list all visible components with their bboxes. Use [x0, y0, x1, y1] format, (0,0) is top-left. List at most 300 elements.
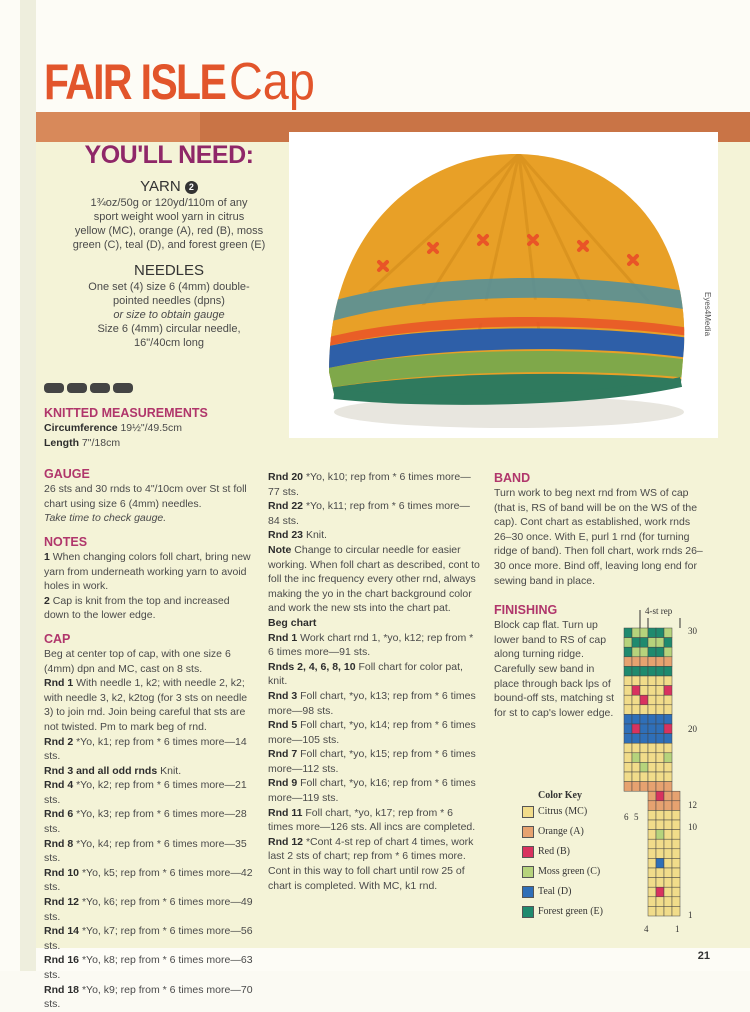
yarn-line: green (C), teal (D), and forest green (E) — [72, 239, 266, 251]
round — [268, 470, 480, 499]
chart-cell — [664, 810, 672, 820]
chart-cell — [656, 734, 664, 744]
chart-cell — [672, 791, 680, 801]
chart-cell — [656, 724, 664, 734]
round — [44, 895, 256, 924]
round-label: Rnd 18 — [44, 983, 80, 996]
chart-round — [268, 835, 480, 893]
round-text: *Yo, k6; rep from * 6 times more—49 sts. — [44, 896, 253, 923]
round-text: Foll chart, *yo, k16; rep from * 6 times more—119 sts. — [268, 777, 476, 805]
round-text: Knit. — [305, 529, 327, 542]
chart-cell — [664, 858, 672, 868]
color-swatch — [522, 886, 534, 898]
col-label-5: 5 — [634, 812, 639, 822]
chart-cell — [656, 657, 664, 667]
round-text: *Yo, k3; rep from * 6 times more—28 sts. — [44, 808, 247, 836]
cap-heading: CAP — [44, 631, 71, 646]
chart-cell — [640, 657, 648, 667]
chart-cell — [656, 887, 664, 897]
cap-intro: Beg at center top of cap, with one size 6 (4mm) dpn and MC, cast on 8 sts. — [44, 647, 231, 675]
color-swatch — [522, 826, 534, 838]
chart-cell — [632, 762, 640, 772]
chart-cell — [648, 743, 656, 753]
chart-cell — [656, 810, 664, 820]
chart-cell — [648, 906, 656, 916]
chart-cell — [672, 810, 680, 820]
round-label: Rnd 14 — [44, 925, 80, 938]
chart-cell — [648, 705, 656, 715]
chart-cell — [672, 887, 680, 897]
chart-cell — [624, 714, 632, 724]
round-label: Rnd 23 — [268, 529, 304, 542]
chart-cell — [640, 734, 648, 744]
row-label-12: 12 — [688, 800, 697, 810]
column-2 — [268, 470, 480, 893]
chart-cell — [672, 801, 680, 811]
length-line — [44, 436, 256, 451]
chart-cell — [664, 762, 672, 772]
round-1-text: With needle 1, k2; with needle 2, k2; with needle 3, k2, k2tog (for 3 sts on needle 3) to join rnd. Join being careful that sts are not twisted. Pm to mark beg of rnd. — [44, 677, 248, 733]
beg-chart-label: Beg chart — [268, 616, 317, 629]
chart-cell — [664, 734, 672, 744]
chart-cell — [624, 762, 632, 772]
note-2-number: 2 — [44, 594, 50, 607]
beg-chart-heading — [268, 616, 480, 631]
round-text: Foll chart for color pat, knit. — [268, 660, 463, 688]
chart-cell — [648, 734, 656, 744]
note-2-text: Cap is knit from the top and increased down to the lower edge. — [44, 594, 230, 622]
color-swatch — [522, 906, 534, 918]
chart-cell — [664, 638, 672, 648]
chart-cell — [632, 695, 640, 705]
round-note — [268, 543, 480, 616]
chart-cell — [648, 791, 656, 801]
color-key-item — [522, 885, 603, 905]
round-text: *Yo, k8; rep from * 6 times more—63 sts. — [44, 954, 253, 981]
skill-dot — [90, 383, 110, 393]
needles-line: pointed needles (dpns) — [113, 295, 225, 307]
skill-dot — [44, 383, 64, 393]
chart-cell — [624, 734, 632, 744]
chart-cell — [648, 753, 656, 763]
chart-round — [268, 689, 480, 718]
chart-round — [268, 718, 480, 747]
note-text: Change to circular needle for easier working. When foll chart as described, cont to foll the inc frequency every other rnd, always making the yo in the chart background color and work the new sts into the chart pat. — [268, 543, 480, 615]
chart-cell — [624, 743, 632, 753]
round — [44, 764, 256, 779]
chart-cell — [672, 839, 680, 849]
round-text: Work chart rnd 1, *yo, k12; rep from * 6 times more—91 sts. — [268, 631, 474, 659]
round-label: Rnd 20 — [268, 471, 304, 483]
chart-cell — [664, 801, 672, 811]
chart-cell — [640, 762, 648, 772]
chart-cell — [648, 657, 656, 667]
chart-cell — [648, 647, 656, 657]
chart-cell — [648, 801, 656, 811]
chart-cell — [656, 638, 664, 648]
chart-cell — [664, 887, 672, 897]
chart-cell — [648, 772, 656, 782]
length-label: Length — [44, 436, 79, 449]
col-label-1: 1 — [675, 924, 680, 934]
round-label: Rnd 11 — [268, 806, 303, 819]
chart-cell — [648, 666, 656, 676]
yarn-weight-icon: 2 — [185, 181, 198, 194]
chart-cell — [648, 897, 656, 907]
chart-cell — [624, 676, 632, 686]
round-text: Knit. — [160, 764, 182, 777]
round-text: Foll chart, *yo, k15; rep from * 6 times more—112 sts. — [268, 748, 476, 775]
chart-cell — [656, 628, 664, 638]
chart-cell — [656, 772, 664, 782]
chart-cell — [624, 724, 632, 734]
chart-cell — [640, 647, 648, 657]
chart-cell — [624, 647, 632, 657]
chart-cell — [656, 897, 664, 907]
chart-round — [268, 631, 480, 660]
chart-cell — [656, 676, 664, 686]
notes-heading: NOTES — [44, 534, 88, 549]
chart-cell — [632, 714, 640, 724]
colorwork-chart — [600, 600, 750, 940]
chart-cell — [648, 810, 656, 820]
chart-cell — [672, 830, 680, 840]
chart-cell — [648, 628, 656, 638]
color-key-item — [522, 865, 603, 885]
chart-cell — [648, 638, 656, 648]
round-label: Rnd 5 — [268, 719, 298, 732]
chart-cell — [640, 782, 648, 792]
measurements-heading: KNITTED MEASUREMENTS — [44, 406, 208, 420]
round-label: Rnd 12 — [268, 835, 304, 848]
chart-cell — [624, 638, 632, 648]
yarn-line: yellow (MC), orange (A), red (B), moss — [74, 225, 264, 237]
chart-cell — [656, 906, 664, 916]
color-key-title: Color Key — [538, 790, 582, 801]
chart-cell — [656, 695, 664, 705]
chart-cell — [648, 724, 656, 734]
chart-cell — [664, 714, 672, 724]
cap-illustration — [289, 132, 718, 438]
note-2 — [44, 594, 256, 623]
round-label: Rnd 3 and all odd rnds — [44, 764, 158, 777]
round — [268, 528, 480, 543]
chart-cell — [624, 695, 632, 705]
chart-cell — [672, 849, 680, 859]
chart-cell — [632, 772, 640, 782]
round-label: Rnd 9 — [268, 777, 298, 790]
chart-cell — [640, 695, 648, 705]
chart-cell — [672, 868, 680, 878]
gauge-check: Take time to check gauge. — [44, 512, 167, 525]
needles-line: Size 6 (4mm) circular needle, — [97, 323, 241, 335]
chart-cell — [656, 686, 664, 696]
color-swatch — [522, 806, 534, 818]
chart-cell — [648, 830, 656, 840]
color-label: Orange (A) — [538, 826, 584, 837]
chart-cell — [664, 897, 672, 907]
round-label: Rnd 3 — [268, 689, 298, 702]
chart-cell — [664, 743, 672, 753]
chart-cell — [648, 849, 656, 859]
chart-cell — [672, 858, 680, 868]
round-1 — [44, 676, 256, 734]
round-text: Foll chart, *yo, k17; rep from * 6 times more—126 sts. All incs are completed. — [268, 806, 476, 834]
round — [44, 735, 256, 764]
note-1 — [44, 550, 256, 594]
round — [268, 499, 480, 528]
chart-cell — [672, 878, 680, 888]
chart-cell — [664, 906, 672, 916]
yarn-line: 1¾oz/50g or 120yd/110m of any — [90, 197, 248, 209]
chart-cell — [664, 647, 672, 657]
chart-cell — [632, 647, 640, 657]
chart-cell — [648, 878, 656, 888]
chart-cell — [656, 791, 664, 801]
chart-cell — [664, 868, 672, 878]
chart-cell — [640, 686, 648, 696]
column-1 — [44, 405, 256, 1012]
chart-cell — [656, 858, 664, 868]
photo-credit: Eyes4Media — [703, 292, 712, 337]
chart-cell — [656, 839, 664, 849]
chart-cell — [656, 782, 664, 792]
colorwork-chart-grid — [600, 600, 750, 940]
round-text: *Yo, k9; rep from * 6 times more—70 sts. — [44, 983, 253, 1011]
chart-cell — [664, 657, 672, 667]
chart-cell — [672, 820, 680, 830]
chart-cell — [640, 676, 648, 686]
chart-cell — [656, 743, 664, 753]
color-label: Citrus (MC) — [538, 806, 588, 817]
chart-cell — [640, 714, 648, 724]
chart-cell — [664, 666, 672, 676]
note-1-text: When changing colors foll chart, bring new yarn from underneath working yarn to avoid holes in work. — [44, 550, 251, 593]
chart-cell — [656, 878, 664, 888]
chart-cell — [664, 628, 672, 638]
chart-cell — [632, 638, 640, 648]
chart-cell — [648, 820, 656, 830]
round — [44, 924, 256, 953]
round — [44, 807, 256, 836]
chart-cell — [624, 782, 632, 792]
title-sub: Cap — [229, 53, 316, 111]
chart-cell — [648, 676, 656, 686]
chart-cell — [632, 734, 640, 744]
round-label: Rnd 6 — [44, 808, 74, 821]
round-label: Rnd 2 — [44, 735, 74, 748]
chart-cell — [624, 666, 632, 676]
chart-cell — [664, 724, 672, 734]
circumference-line — [44, 421, 256, 436]
chart-cell — [624, 705, 632, 715]
chart-cell — [664, 839, 672, 849]
title-main: FAIR ISLE — [44, 54, 226, 110]
chart-cell — [648, 868, 656, 878]
chart-cell — [632, 705, 640, 715]
color-label: Forest green (E) — [538, 906, 603, 917]
chart-cell — [672, 906, 680, 916]
chart-cell — [656, 820, 664, 830]
materials-box — [62, 140, 276, 350]
chart-cell — [656, 868, 664, 878]
color-swatch — [522, 846, 534, 858]
color-key-item — [522, 845, 603, 865]
needles-line: 16"/40cm long — [134, 337, 204, 349]
col-label-4: 4 — [644, 924, 649, 934]
round — [44, 778, 256, 807]
chart-cell — [656, 762, 664, 772]
page-title — [44, 52, 325, 112]
left-margin-band — [20, 0, 36, 971]
note-1-number: 1 — [44, 550, 50, 563]
row-label-1: 1 — [688, 910, 693, 920]
chart-cell — [664, 878, 672, 888]
chart-cell — [648, 762, 656, 772]
chart-round — [268, 806, 480, 835]
row-label-20: 20 — [688, 724, 697, 734]
chart-cell — [664, 695, 672, 705]
round-label: Rnd 10 — [44, 866, 80, 879]
chart-cell — [664, 686, 672, 696]
chart-cell — [640, 724, 648, 734]
chart-cell — [656, 801, 664, 811]
chart-cell — [648, 839, 656, 849]
round-text: Foll chart, *yo, k13; rep from * 6 times more—98 sts. — [268, 689, 476, 717]
color-label: Red (B) — [538, 846, 570, 857]
length-value: 7"/18cm — [81, 436, 121, 449]
chart-cell — [632, 628, 640, 638]
chart-cell — [640, 743, 648, 753]
round-label: Rnd 7 — [268, 748, 298, 761]
chart-cell — [624, 657, 632, 667]
materials-heading: YOU'LL NEED: — [84, 141, 254, 169]
chart-cell — [640, 628, 648, 638]
chart-cell — [656, 714, 664, 724]
round-label: Rnd 4 — [44, 779, 74, 792]
chart-cell — [648, 695, 656, 705]
band-heading: BAND — [494, 471, 531, 485]
chart-cell — [648, 858, 656, 868]
round-label: Rnd 1 — [268, 631, 298, 644]
round-label: Rnds 2, 4, 6, 8, 10 — [268, 660, 356, 673]
chart-round — [268, 776, 480, 805]
chart-cell — [656, 705, 664, 715]
chart-cell — [632, 753, 640, 763]
band-text: Turn work to beg next rnd from WS of cap (that is, RS of band will be on the WS of the cap). Cont chart as established, work rnds 26–30 once. With E, purl 1 rnd (for turning ridge of band). Then foll chart, work rnds 26–30 once more. Bind off, leaving long end for sewing band in place. — [494, 487, 703, 587]
round-label: Rnd 8 — [44, 837, 74, 850]
row-label-10: 10 — [688, 822, 697, 832]
round — [44, 953, 256, 982]
round-1-label: Rnd 1 — [44, 677, 74, 690]
chart-cell — [632, 743, 640, 753]
color-key-item — [522, 905, 603, 925]
chart-cell — [664, 791, 672, 801]
chart-cell — [624, 686, 632, 696]
round-label: Rnd 22 — [268, 500, 304, 513]
chart-cell — [648, 887, 656, 897]
chart-cell — [664, 705, 672, 715]
chart-cell — [632, 666, 640, 676]
page-number: 21 — [697, 950, 710, 962]
circumference-label: Circumference — [44, 422, 118, 434]
color-key-item — [522, 805, 603, 825]
chart-cell — [640, 753, 648, 763]
color-label: Teal (D) — [538, 886, 572, 897]
round — [44, 866, 256, 895]
round-text: Foll chart, *yo, k14; rep from * 6 times more—105 sts. — [268, 719, 476, 746]
chart-cell — [640, 638, 648, 648]
round-text: *Cont 4-st rep of chart 4 times, work last 2 sts of chart; rep from * 6 times more. Cont in this way to foll chart until row 25 of chart is completed. With MC, k1 rnd. — [268, 835, 474, 892]
chart-cell — [624, 628, 632, 638]
rep-label: 4-st rep — [645, 606, 673, 616]
chart-cells — [624, 628, 680, 916]
chart-cell — [664, 830, 672, 840]
chart-cell — [632, 676, 640, 686]
chart-round — [268, 660, 480, 689]
chart-cell — [640, 666, 648, 676]
chart-cell — [632, 686, 640, 696]
chart-cell — [640, 772, 648, 782]
circumference-value: 19½"/49.5cm — [120, 422, 182, 434]
skill-dot — [113, 383, 133, 393]
round-label: Rnd 16 — [44, 954, 80, 967]
round-text: *Yo, k1; rep from * 6 times more—14 sts. — [44, 735, 247, 763]
yarn-heading-text: YARN — [140, 178, 181, 195]
gauge-text: 26 sts and 30 rnds to 4"/10cm over St st foll chart using size 6 (4mm) needles. — [44, 483, 247, 510]
gauge-heading: GAUGE — [44, 467, 90, 482]
chart-cell — [664, 753, 672, 763]
row-label-30: 30 — [688, 626, 697, 636]
finishing-text: Block cap flat. Turn up lower band to RS of cap along turning ridge. Carefully sew band in place through back lps of bound-off sts, matching st for st to cap's lower edge. — [494, 619, 615, 719]
chart-cell — [664, 849, 672, 859]
chart-cell — [656, 666, 664, 676]
round-label: Rnd 12 — [44, 896, 80, 909]
chart-cell — [664, 820, 672, 830]
chart-cell — [640, 705, 648, 715]
needles-heading: NEEDLES — [133, 262, 205, 279]
round-text: *Yo, k5; rep from * 6 times more—42 sts. — [44, 866, 253, 894]
chart-cell — [664, 772, 672, 782]
cap-photo — [289, 132, 718, 438]
col-label-6: 6 — [624, 812, 629, 822]
chart-round — [268, 747, 480, 776]
round — [44, 983, 256, 1012]
yarn-heading — [62, 178, 276, 196]
note-label: Note — [268, 543, 292, 556]
color-swatch — [522, 866, 534, 878]
round-text: *Yo, k4; rep from * 6 times more—35 sts. — [44, 837, 247, 865]
chart-cell — [672, 897, 680, 907]
chart-cell — [632, 724, 640, 734]
round-text: *Yo, k11; rep from * 6 times more—84 sts. — [268, 500, 470, 527]
chart-cell — [632, 657, 640, 667]
chart-cell — [648, 686, 656, 696]
round — [44, 837, 256, 866]
color-key — [522, 790, 603, 925]
chart-cell — [648, 714, 656, 724]
needles-line: One set (4) size 6 (4mm) double- — [88, 281, 250, 293]
finishing-heading: FINISHING — [494, 603, 558, 618]
color-label: Moss green (C) — [538, 866, 601, 877]
chart-cell — [648, 782, 656, 792]
chart-cell — [656, 849, 664, 859]
chart-cell — [664, 782, 672, 792]
skill-dot — [67, 383, 87, 393]
chart-cell — [656, 830, 664, 840]
chart-cell — [624, 753, 632, 763]
skill-level-indicator — [44, 380, 136, 398]
